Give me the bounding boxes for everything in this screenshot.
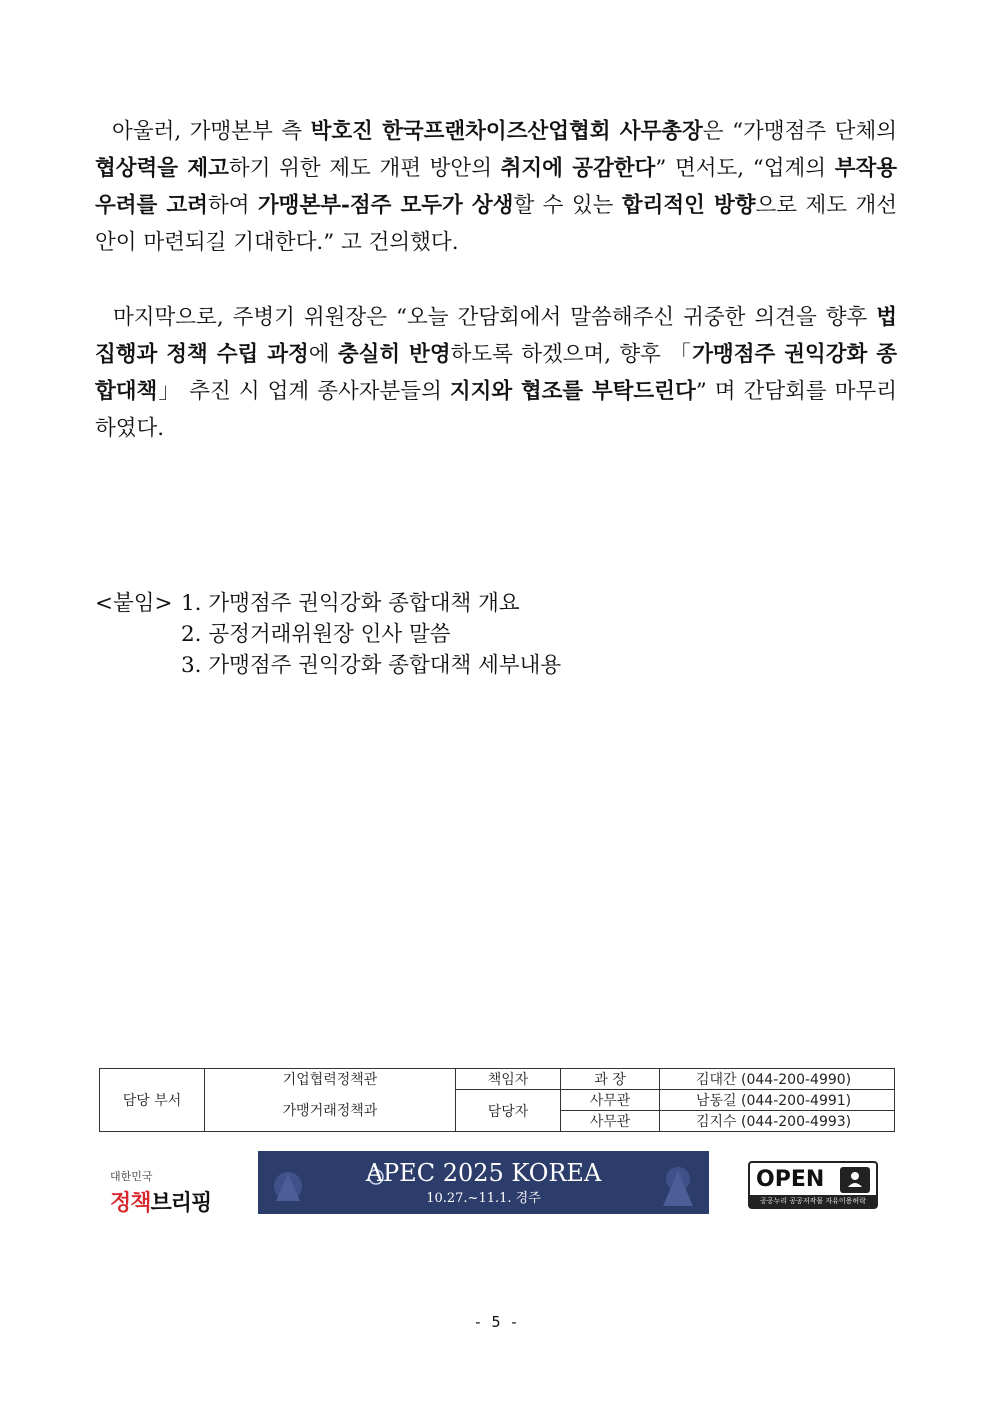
paragraph-industry-opinion [95,113,897,261]
text-span: 은 “가맹점주 단체의 [702,119,897,144]
bold-span: 합리적인 방향 [621,193,756,218]
attribution-icon [840,1167,870,1193]
attachment-item: 1. 가맹점주 권익강화 종합대책 개요 [181,591,520,616]
text-span: ” 면서도, “업계의 [655,156,835,181]
dept-label: 담당 부서 [100,1069,205,1132]
text-span: ” 며 간담회를 마무리하였다. [95,379,897,441]
logo-text-dark: 브리핑 [150,1191,212,1216]
bold-span: 가맹점주 권익강화 종합대책 [95,342,897,404]
text-span: 에 [308,342,338,367]
text-span: 하기 위한 제도 개편 방안의 [228,156,501,181]
bold-span: 취지에 공감한다 [500,156,656,181]
text-span: 으로 제도 개선안이 마련되길 기대한다.” 고 건의했다. [95,193,897,255]
page-number: - 5 - [473,1313,519,1331]
logo-text-red: 정책 [110,1191,151,1216]
text-span: 하여 [207,193,258,218]
attachment-item: 2. 공정거래위원장 인사 말씀 [181,622,451,647]
text-span: 하도록 하겠으며, 향후 「 [450,342,693,367]
contact-title: 사무관 [561,1111,660,1132]
bold-span: 협상력을 제고 [95,156,229,181]
policy-briefing-logo[interactable] [110,1168,220,1216]
text-span: 」 추진 시 업계 종사자분들의 [157,379,450,404]
dept-name-1: 기업협력정책관 [205,1069,456,1090]
contact-person: 김대간 (044-200-4990) [660,1069,895,1090]
contact-table [99,1068,895,1132]
bold-span: 충실히 반영 [337,342,451,367]
banner-title: APEC 2025 KOREA [365,1159,602,1187]
bold-span: 가맹본부-점주 모두가 상생 [257,193,514,218]
text-span: 마지막으로, 주병기 위원장은 “오늘 간담회에서 말씀해주신 귀중한 의견을 향후 [112,305,877,330]
open-license-strip: 공공누리 공공저작물 자유이용허락 [750,1195,876,1207]
bold-span: 법 집행과 정책 수립 과정 [95,305,897,367]
open-license-badge[interactable] [748,1161,878,1209]
paragraph-closing-remarks [95,299,897,447]
attachments-label: <붙임> [95,591,173,616]
apec-banner[interactable] [258,1151,709,1214]
dept-name-2: 가맹거래정책과 [205,1090,456,1132]
text-span: 할 수 있는 [513,193,622,218]
logo-big-text [110,1186,220,1217]
open-text: OPEN [756,1167,825,1192]
text-span: 아울러, 가맹본부 측 [112,119,311,144]
bold-span: 지지와 협조를 부탁드린다 [449,379,696,404]
bold-span: 부작용 우려를 고려 [95,156,897,218]
contact-person: 김지수 (044-200-4993) [660,1111,895,1132]
responsible-label: 책임자 [456,1069,561,1090]
banner-subtitle: 10.27.~11.1. 경주 [426,1191,541,1206]
contact-title: 과 장 [561,1069,660,1090]
bold-span: 박호진 한국프랜차이즈산업협회 사무총장 [310,119,703,144]
person-icon [840,1167,870,1193]
contact-title: 사무관 [561,1090,660,1111]
attachment-item: 3. 가맹점주 권익강화 종합대책 세부내용 [181,653,562,678]
attachments-list [95,588,561,681]
contact-person: 남동길 (044-200-4991) [660,1090,895,1111]
logo-small-text: 대한민국 [110,1170,153,1183]
staff-label: 담당자 [456,1090,561,1132]
